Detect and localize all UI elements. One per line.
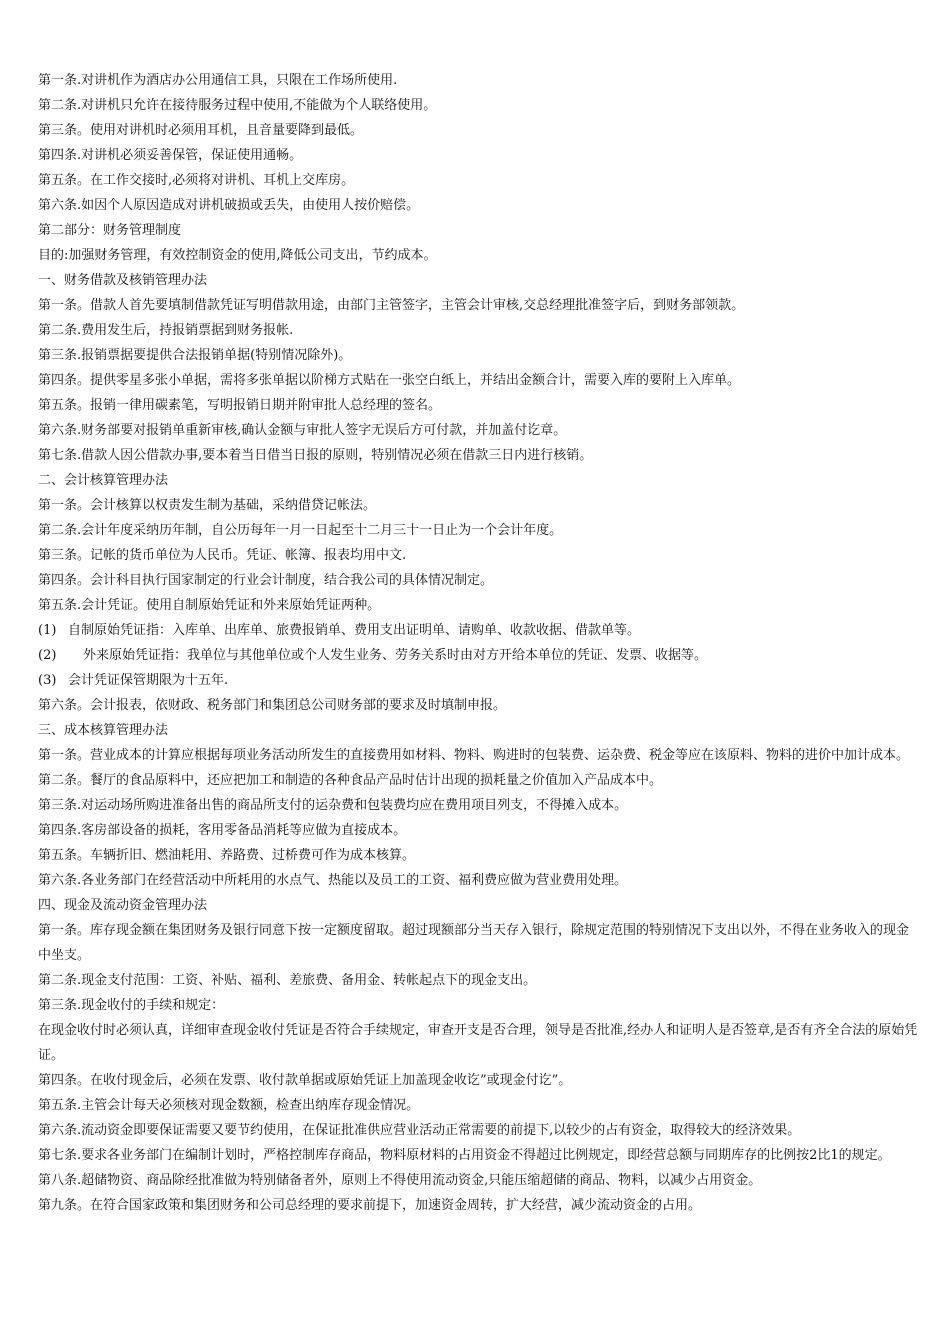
item-number: (3) [38,673,57,688]
text-line: 第七条.要求各业务部门在编制计划时，严格控制库存商品，物料原材料的占用资金不得超过比例规定，即经营总额与同期库存的比例按2比1的规定。 [38,1148,891,1163]
text-line: 第六条.财务部要对报销单重新审核,确认金额与审批人签字无误后方可付款，并加盖付讫章。 [38,423,567,438]
text-line: 第四条。会计科目执行国家制定的行业会计制度，结合我公司的具体情况制定。 [38,573,494,588]
item-number: (2) [38,648,57,663]
text-line: 第一条。库存现金额在集团财务及银行同意下按一定额度留取。超过现额部分当天存入银行，除规定范围的特别情况下支出以外，不得在业务收入的现金中坐支。 [38,923,910,963]
text-line: 第一条。借款人首先要填制借款凭证写明借款用途，由部门主管签字，主管会计审核,交总经理批准签字后，到财务部领款。 [38,298,745,313]
document-page [38,68,918,1218]
text-line: 目的:加强财务管理，有效控制资金的使用,降低公司支出，节约成本。 [38,248,437,263]
text-line: 第三条。使用对讲机时必须用耳机，且音量要降到最低。 [38,123,364,138]
text-line: 第二条.对讲机只允许在接待服务过程中使用,不能做为个人联络使用。 [38,98,437,113]
text-line: 第三条.对运动场所购进准备出售的商品所支付的运杂费和包装费均应在费用项目列支，不得摊入成本。 [38,798,628,813]
text-line: 第三条.报销票据要提供合法报销单据(特别情况除外)。 [38,348,352,363]
text-line: 一、财务借款及核销管理办法 [38,273,208,288]
text-line: 第一条。会计核算以权责发生制为基础，采纳借贷记帐法。 [38,498,377,513]
item-text: 外来原始凭证指：我单位与其他单位或个人发生业务、劳务关系时由对方开给本单位的凭证、发票、收据等。 [83,648,708,663]
text-line: 第七条.借款人因公借款办事,要本着当日借当日报的原则，特别情况必须在借款三日内进行核销。 [38,448,593,463]
text-line: 第四条.对讲机必须妥善保管，保证使用通畅。 [38,148,303,163]
enumerated-item [38,643,918,668]
text-line: 第四条.客房部设备的损耗，客用零备品消耗等应做为直接成本。 [38,823,407,838]
text-line: 第五条。在工作交接时,必须将对讲机、耳机上交库房。 [38,173,355,188]
text-line: 第一条。营业成本的计算应根据每项业务活动所发生的直接费用如材料、物料、购进时的包装费、运杂费、税金等应在该原料、物料的进价中加计成本。 [38,748,910,763]
item-text: 会计凭证保管期限为十五年. [68,673,229,688]
text-line: 第二条.会计年度采纳历年制，自公历每年一月一日起至十二月三十一日止为一个会计年度。 [38,523,563,538]
text-line: 第五条。报销一律用碳素笔，写明报销日期并附审批人总经理的签名。 [38,398,442,413]
text-line: 第一条.对讲机作为酒店办公用通信工具，只限在工作场所使用. [38,73,398,88]
text-line: 第二条.费用发生后，持报销票据到财务报帐. [38,323,294,338]
text-line: 第四条。在收付现金后，必须在发票、收付款单据或原始凭证上加盖现金收讫”或现金付讫”。 [38,1073,572,1088]
text-line: 第三条.现金收付的手续和规定： [38,998,225,1013]
item-text: 自制原始凭证指：入库单、出库单、旅费报销单、费用支出证明单、请购单、收款收据、借款单等。 [68,623,641,638]
text-line: 第五条.会计凭证。使用自制原始凭证和外来原始凭证两种。 [38,598,381,613]
text-line: 第六条.流动资金即要保证需要又要节约使用，在保证批准供应营业活动正常需要的前提下,以较少的占有资金，取得较大的经济效果。 [38,1123,801,1138]
text-line: 在现金收付时必须认真，详细审查现金收付凭证是否符合手续规定，审查开支是否合理，领导是否批准,经办人和证明人是否签章,是否有齐全合法的原始凭证。 [38,1023,918,1063]
text-line: 第四条。提供零星多张小单据，需将多张单据以阶梯方式贴在一张空白纸上，并结出金额合计，需要入库的要附上入库单。 [38,373,741,388]
text-line: 三、成本核算管理办法 [38,723,169,738]
text-line: 四、现金及流动资金管理办法 [38,898,208,913]
enumerated-item [38,618,918,643]
text-line: 第九条。在符合国家政策和集团财务和公司总经理的要求前提下，加速资金周转，扩大经营，减少流动资金的占用。 [38,1198,702,1213]
text-line: 第六条.各业务部门在经营活动中所耗用的水点气、热能以及员工的工资、福利费应做为营业费用处理。 [38,873,628,888]
text-line: 第三条。记帐的货币单位为人民币。凭证、帐簿、报表均用中文. [38,548,407,563]
text-line: 第二条。餐厅的食品原料中，还应把加工和制造的各种食品产品时估计出现的损耗量之价值加入产品成本中。 [38,773,663,788]
text-line: 第八条.超储物资、商品除经批准做为特别储备者外，原则上不得使用流动资金,只能压缩超储的商品、物料，以减少占用资金。 [38,1173,762,1188]
text-line: 第五条.主管会计每天必须核对现金数额，检查出纳库存现金情况。 [38,1098,420,1113]
item-number: (1) [38,623,57,638]
enumerated-item [38,668,918,693]
text-line: 第六条。会计报表，依财政、税务部门和集团总公司财务部的要求及时填制申报。 [38,698,507,713]
text-line: 第六条.如因个人原因造成对讲机破损或丢失，由使用人按价赔偿。 [38,198,420,213]
text-line: 第二条.现金支付范围：工资、补贴、福利、差旅费、备用金、转帐起点下的现金支出。 [38,973,537,988]
text-line: 二、会计核算管理办法 [38,473,169,488]
text-line: 第五条。车辆折旧、燃油耗用、养路费、过桥费可作为成本核算。 [38,848,416,863]
text-line: 第二部分：财务管理制度 [38,223,182,238]
